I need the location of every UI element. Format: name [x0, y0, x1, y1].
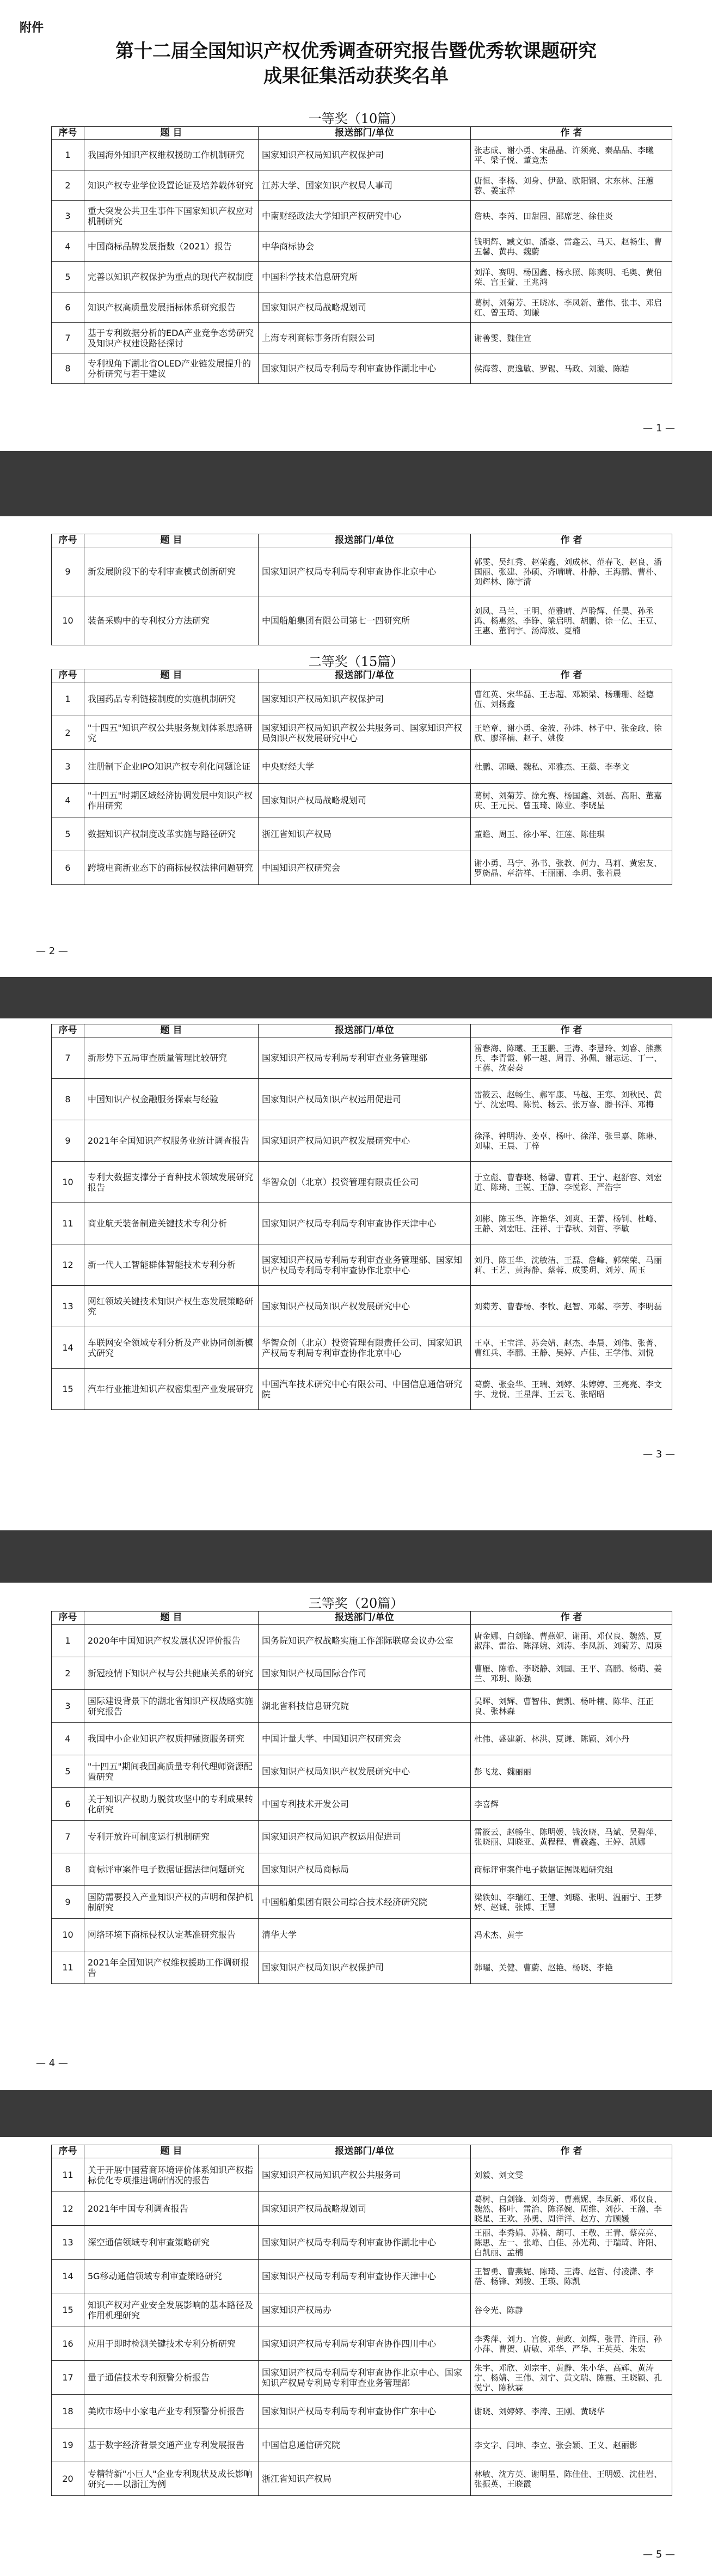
cell-authors: 吴晖、刘辉、曹智伟、黄凯、杨叶楠、陈华、汪正良、张林森 — [471, 1690, 672, 1723]
table-row — [52, 2327, 672, 2361]
col-org: 报送部门/单位 — [259, 1611, 471, 1625]
cell-title: 关于开展中国营商环境评价体系知识产权指标优化专项推进调研情况的报告 — [84, 2158, 259, 2192]
cell-no: 2 — [52, 170, 84, 201]
table-row — [52, 2428, 672, 2462]
cell-no: 7 — [52, 1037, 84, 1079]
cell-no: 4 — [52, 784, 84, 817]
cell-no: 5 — [52, 262, 84, 292]
cell-org: 中南财经政法大学知识产权研究中心 — [259, 201, 471, 231]
cell-org: 国务院知识产权战略实施工作部际联席会议办公室 — [259, 1625, 471, 1657]
cell-title: 2021年中国专利调查报告 — [84, 2192, 259, 2226]
cell-title: 中国知识产权金融服务探索与经验 — [84, 1079, 259, 1120]
cell-authors: 谢晓、刘婷婷、李涛、王刚、黄晓华 — [471, 2395, 672, 2428]
cell-org: 中国计量大学、中国知识产权研究会 — [259, 1723, 471, 1755]
cell-org: 国家知识产权局专利局专利审查协作北京中心 — [259, 547, 471, 596]
cell-no: 15 — [52, 2293, 84, 2327]
table-row — [52, 2260, 672, 2293]
cell-org: 国家知识产权局知识产权公共服务司 — [259, 2158, 471, 2192]
table-row — [52, 1853, 672, 1886]
cell-org: 中国专利技术开发公司 — [259, 1788, 471, 1821]
table-row — [52, 1657, 672, 1690]
table-row — [52, 596, 672, 645]
table-row — [52, 201, 672, 231]
cell-no: 6 — [52, 1788, 84, 1821]
col-title: 题 目 — [84, 1024, 259, 1037]
page-separator — [0, 2090, 712, 2137]
page-number-2: — 2 — — [36, 945, 68, 957]
cell-authors: 钱明辉、臧文如、潘豪、雷鑫云、马天、赵畅生、曹五馨、黄冉、魏蔚 — [471, 231, 672, 262]
cell-title: 网络环境下商标侵权认定基准研究报告 — [84, 1919, 259, 1951]
table-third-prize-continued — [51, 2145, 672, 2496]
table-row — [52, 262, 672, 292]
cell-org: 国家知识产权局知识产权发展研究中心 — [259, 1120, 471, 1162]
cell-authors: 韩曜、关健、曹蔚、赵艳、杨晓、李艳 — [471, 1951, 672, 1984]
cell-no: 14 — [52, 2260, 84, 2293]
cell-no: 13 — [52, 1286, 84, 1327]
cell-authors: 徐泽、钟明涛、姜卓、杨叶、徐洋、张呈嘉、陈琳、刘啸、王晨、丁梓 — [471, 1120, 672, 1162]
table-row — [52, 1327, 672, 1369]
table-row — [52, 231, 672, 262]
cell-no: 4 — [52, 1723, 84, 1755]
cell-title: 新一代人工智能群体智能技术专利分析 — [84, 1244, 259, 1286]
cell-org: 清华大学 — [259, 1919, 471, 1951]
table-row — [52, 1244, 672, 1286]
cell-no: 7 — [52, 323, 84, 353]
cell-no: 8 — [52, 1853, 84, 1886]
table-row — [52, 1951, 672, 1984]
cell-no: 9 — [52, 1120, 84, 1162]
cell-title: 基于数字经济背景交通产业专利发展报告 — [84, 2428, 259, 2462]
cell-no: 6 — [52, 851, 84, 885]
cell-no: 9 — [52, 1886, 84, 1919]
cell-org: 国家知识产权局知识产权保护司 — [259, 682, 471, 716]
page-separator — [0, 451, 712, 516]
cell-title: 国防需要投入产业知识产权的声明和保护机制研究 — [84, 1886, 259, 1919]
cell-authors: 张志成、谢小勇、宋晶晶、许须亮、秦品品、李曦平、梁子悦、董竞杰 — [471, 140, 672, 170]
cell-org: 国家知识产权局战略规划司 — [259, 784, 471, 817]
cell-authors: 梁轶如、李瑞红、王健、刘璐、张明、温丽宁、王梦婷、赵诚、张博、王慧 — [471, 1886, 672, 1919]
cell-no: 11 — [52, 1203, 84, 1244]
cell-authors: 葛蔚、张金华、王瑞、刘婷、朱婷婷、王亮亮、李文宇、龙悦、王星萍、王云飞、张昭昭 — [471, 1369, 672, 1410]
cell-title: 知识产权高质量发展指标体系研究报告 — [84, 292, 259, 323]
table-row — [52, 2226, 672, 2260]
table-row — [52, 1788, 672, 1821]
cell-no: 4 — [52, 231, 84, 262]
cell-no: 15 — [52, 1369, 84, 1410]
cell-org: 国家知识产权局知识产权公共服务司、国家知识产权局知识产权发展研究中心 — [259, 716, 471, 750]
col-org: 报送部门/单位 — [259, 669, 471, 682]
col-title: 题 目 — [84, 669, 259, 682]
table-row — [52, 170, 672, 201]
table-row — [52, 1037, 672, 1079]
cell-no: 16 — [52, 2327, 84, 2361]
cell-title: 专利开放许可制度运行机制研究 — [84, 1821, 259, 1853]
col-title: 题 目 — [84, 127, 259, 140]
page-number-3: — 3 — — [643, 1449, 675, 1460]
cell-authors: 刘菊芳、曹春杨、李牧、赵智、邓粼、李芳、李明磊 — [471, 1286, 672, 1327]
cell-title: 我国海外知识产权维权援助工作机制研究 — [84, 140, 259, 170]
cell-org: 湖北省科技信息研究院 — [259, 1690, 471, 1723]
col-authors: 作 者 — [471, 534, 672, 547]
cell-no: 18 — [52, 2395, 84, 2428]
cell-no: 8 — [52, 1079, 84, 1120]
cell-org: 国家知识产权局知识产权保护司 — [259, 1951, 471, 1984]
cell-org: 国家知识产权局专利局专利审查业务管理部 — [259, 1037, 471, 1079]
table-first-prize — [51, 126, 672, 384]
cell-title: 专利视角下湖北省OLED产业链发展提升的分析研究与若干建议 — [84, 353, 259, 384]
cell-no: 3 — [52, 201, 84, 231]
table-row — [52, 716, 672, 750]
cell-authors: 唐恒、李杨、刘身、伊盈、欧阳钢、宋东林、汪蕙蓉、姜宝萍 — [471, 170, 672, 201]
document-title-line-2: 成果征集活动获奖名单 — [263, 65, 449, 87]
cell-org: 国家知识产权局国际合作司 — [259, 1657, 471, 1690]
cell-authors: 王丽、李秀娟、苏楠、胡可、王敬、王青、蔡亮亮、陈思、左一、张峰、白佳、孙光莉、于瑞琦、许阳、白凯丽、孟楠 — [471, 2226, 672, 2260]
cell-authors: 詹映、李芮、田甜园、邵席芝、徐佳炎 — [471, 201, 672, 231]
cell-authors: 林敏、沈方英、谢明星、陈佳佳、王明媛、沈佳岩、张振英、王晓霞 — [471, 2462, 672, 2496]
table-second-prize — [51, 669, 672, 885]
award-heading-second: 二等奖（15篇） — [308, 654, 404, 669]
col-no: 序号 — [52, 127, 84, 140]
cell-org: 国家知识产权局专利局专利审查业务管理部、国家知识产权局专利局专利审查协作北京中心 — [259, 1244, 471, 1286]
cell-title: 我国药品专利链接制度的实施机制研究 — [84, 682, 259, 716]
cell-title: 2021年全国知识产权服务业统计调查报告 — [84, 1120, 259, 1162]
table-row — [52, 140, 672, 170]
cell-no: 8 — [52, 353, 84, 384]
table-row — [52, 292, 672, 323]
table-row — [52, 1286, 672, 1327]
cell-authors: 刘毅、刘文雯 — [471, 2158, 672, 2192]
table-row — [52, 1162, 672, 1203]
cell-org: 国家知识产权局办 — [259, 2293, 471, 2327]
table-row — [52, 682, 672, 716]
cell-title: 汽车行业推进知识产权密集型产业发展研究 — [84, 1369, 259, 1410]
cell-org: 中国科学技术信息研究所 — [259, 262, 471, 292]
cell-authors: 谢小勇、马宁、孙书、张教、何力、马莉、黄宏友、罗旖晶、章浩祥、王丽丽、李玥、张若晨 — [471, 851, 672, 885]
award-heading-third: 三等奖（20篇） — [308, 1596, 404, 1611]
cell-org: 华智众创（北京）投资管理有限责任公司 — [259, 1162, 471, 1203]
cell-authors: 杜鹏、郭曦、魏私、邓雅杰、王薇、李孝文 — [471, 750, 672, 784]
cell-no: 9 — [52, 547, 84, 596]
cell-org: 中国汽车技术研究中心有限公司、中国信息通信研究院 — [259, 1369, 471, 1410]
cell-no: 6 — [52, 292, 84, 323]
cell-title: 专利大数据支撑分子育种技术领域发展研究报告 — [84, 1162, 259, 1203]
col-authors: 作 者 — [471, 1611, 672, 1625]
cell-authors: 侯海蓉、贾逸敏、罗锡、马政、刘璇、陈皓 — [471, 353, 672, 384]
cell-authors: 李文字、闫坤、李立、张会颖、王义、赵丽影 — [471, 2428, 672, 2462]
table-row — [52, 2158, 672, 2192]
cell-authors: 刘凤、马兰、王明、范雅晴、芦聆辉、任昊、孙丞鸿、杨惠然、李铮、梁启明、胡鹏、徐一亿、王豆、王惠、董润宇、汤海波、夏楠 — [471, 596, 672, 645]
cell-title: 网红领域关键技术知识产权生态发展策略研究 — [84, 1286, 259, 1327]
cell-no: 11 — [52, 1951, 84, 1984]
cell-authors: 杜伟、盛建新、林洪、夏谦、陈颖、刘小丹 — [471, 1723, 672, 1755]
cell-title: 注册制下企业IPO知识产权专利化问题论证 — [84, 750, 259, 784]
cell-no: 1 — [52, 140, 84, 170]
col-no: 序号 — [52, 2145, 84, 2158]
cell-no: 14 — [52, 1327, 84, 1369]
table-row — [52, 2395, 672, 2428]
cell-org: 华智众创（北京）投资管理有限责任公司、国家知识产权局专利局专利审查协作北京中心 — [259, 1327, 471, 1369]
cell-no: 3 — [52, 1690, 84, 1723]
cell-no: 2 — [52, 716, 84, 750]
col-title: 题 目 — [84, 534, 259, 547]
cell-authors: 王卓、王宝洋、苏会婧、赵杰、李晨、刘伟、张菁、曹红兵、李鹏、王静、吴婷、卢佳、王学伟、刘悦 — [471, 1327, 672, 1369]
page-number-5: — 5 — — [643, 2549, 675, 2560]
cell-title: 完善以知识产权保护为重点的现代产权制度 — [84, 262, 259, 292]
cell-no: 10 — [52, 596, 84, 645]
cell-authors: 李秀萍、刘力、宫俊、黄政、刘辉、张青、许丽、孙小萍、曹贺、唐敏、邓华、严华、王英英、朱宏 — [471, 2327, 672, 2361]
cell-authors: 雷筱云、赵畅生、郝军康、马越、王寒、刘秋民、黄宁、沈宏鸣、陈悦、杨云、张万睿、滕书洋、邓梅 — [471, 1079, 672, 1120]
cell-authors: 刘丹、陈玉华、沈敏洁、王磊、詹峰、郭荣荣、马丽莉、王艺、黄海静、蔡蓉、成雯玥、刘芳、周玉 — [471, 1244, 672, 1286]
cell-org: 国家知识产权局战略规划司 — [259, 2192, 471, 2226]
cell-title: 2021年全国知识产权维权援助工作调研报告 — [84, 1951, 259, 1984]
cell-org: 国家知识产权局专利局专利审查协作天津中心 — [259, 2260, 471, 2293]
cell-title: 数据知识产权制度改革实施与路径研究 — [84, 817, 259, 851]
table-row — [52, 1120, 672, 1162]
table-row — [52, 353, 672, 384]
cell-no: 7 — [52, 1821, 84, 1853]
cell-authors: 冯术杰、黄宇 — [471, 1919, 672, 1951]
cell-org: 中国信息通信研究院 — [259, 2428, 471, 2462]
cell-title: 专精特新"小巨人"企业专利现状及成长影响研究——以浙江为例 — [84, 2462, 259, 2496]
table-row — [52, 1755, 672, 1788]
table-second-prize-continued — [51, 1024, 672, 1410]
cell-title: 装备采购中的专利权分方法研究 — [84, 596, 259, 645]
table-row — [52, 750, 672, 784]
table-row — [52, 1625, 672, 1657]
cell-title: 新发展阶段下的专利审查模式创新研究 — [84, 547, 259, 596]
cell-title: 基于专利数据分析的EDA产业竞争态势研究及知识产权建设路径探讨 — [84, 323, 259, 353]
cell-title: 2020年中国知识产权发展状况评价报告 — [84, 1625, 259, 1657]
table-row — [52, 851, 672, 885]
cell-authors: 刘洋、赛明、杨国鑫、杨永照、陈爽明、毛奥、黄伯荣、宫玉萱、王兆鸿 — [471, 262, 672, 292]
cell-no: 17 — [52, 2361, 84, 2395]
table-row — [52, 2462, 672, 2496]
cell-org: 浙江省知识产权局 — [259, 817, 471, 851]
cell-title: 深空通信领域专利审查策略研究 — [84, 2226, 259, 2260]
table-row — [52, 1079, 672, 1120]
cell-authors: 郭雯、吴红秀、赵荣鑫、刘成林、范春飞、赵良、潘国丽、张建、孙硕、齐晴晴、朴静、王海鹏、曹朴、刘辉林、陈宇清 — [471, 547, 672, 596]
cell-title: 美欧市场中小家电产业专利预警分析报告 — [84, 2395, 259, 2428]
document-title-line-1: 第十二届全国知识产权优秀调查研究报告暨优秀软课题研究 — [115, 40, 597, 62]
cell-no: 12 — [52, 2192, 84, 2226]
cell-org: 中国知识产权研究会 — [259, 851, 471, 885]
table-first-prize-continued — [51, 534, 672, 645]
cell-org: 国家知识产权局专利局专利审查协作北京中心、国家知识产权局专利局专利审查业务管理部 — [259, 2361, 471, 2395]
cell-authors: 曹红英、宋华磊、王志超、邓颖梁、杨珊珊、经德伍、刘扬鑫 — [471, 682, 672, 716]
table-row — [52, 2361, 672, 2395]
cell-title: 新形势下五局审查质量管理比较研究 — [84, 1037, 259, 1079]
cell-authors: 王智勇、曹燕妮、陈琦、王涛、赵哲、付凌潇、李蓓、杨锋、刘骏、王瑛、陈凯 — [471, 2260, 672, 2293]
cell-org: 国家知识产权局战略规划司 — [259, 292, 471, 323]
cell-no: 1 — [52, 1625, 84, 1657]
table-row — [52, 1821, 672, 1853]
award-heading-first: 一等奖（10篇） — [308, 111, 404, 126]
cell-authors: 于立彪、曹春晓、杨馨、曹莉、王宁、赵舒容、刘宏道、陈琦、王锐、王静、李悦彩、严浩宇 — [471, 1162, 672, 1203]
cell-title: 商业航天装备制造关键技术专利分析 — [84, 1203, 259, 1244]
col-no: 序号 — [52, 1611, 84, 1625]
col-no: 序号 — [52, 669, 84, 682]
cell-authors: 董瞻、周玉、徐小军、汪莲、陈佳琪 — [471, 817, 672, 851]
col-title: 题 目 — [84, 2145, 259, 2158]
cell-org: 上海专利商标事务所有限公司 — [259, 323, 471, 353]
cell-title: 重大突发公共卫生事件下国家知识产权应对机制研究 — [84, 201, 259, 231]
cell-title: 车联网安全领域专利分析及产业协同创新模式研究 — [84, 1327, 259, 1369]
cell-org: 国家知识产权局专利局专利审查协作湖北中心 — [259, 2226, 471, 2260]
cell-no: 10 — [52, 1919, 84, 1951]
cell-title: "十四五"时期区域经济协调发展中知识产权作用研究 — [84, 784, 259, 817]
table-row — [52, 1919, 672, 1951]
cell-authors: 葛树、白剑锋、刘菊芳、曹燕妮、李凤新、邓仅良、魏然、杨叶、雷治、陈泽婉、周维、刘莎、王瀚、李晓星、王欢、孙勇、周洋洋、赵方、方顾媛 — [471, 2192, 672, 2226]
cell-authors: 谷令光、陈静 — [471, 2293, 672, 2327]
cell-authors: 王培章、谢小勇、金波、孙炜、林子中、张金政、徐欣、廖泽楠、赵子、姚俊 — [471, 716, 672, 750]
cell-title: 商标评审案件电子数据证据法律问题研究 — [84, 1853, 259, 1886]
cell-org: 国家知识产权局专利局专利审查协作广东中心 — [259, 2395, 471, 2428]
cell-org: 中国船舶集团有限公司综合技术经济研究院 — [259, 1886, 471, 1919]
cell-org: 国家知识产权局知识产权保护司 — [259, 140, 471, 170]
cell-authors: 李喜辉 — [471, 1788, 672, 1821]
cell-authors: 彭飞龙、魏丽丽 — [471, 1755, 672, 1788]
cell-title: 新冠疫情下知识产权与公共健康关系的研究 — [84, 1657, 259, 1690]
cell-title: 中国商标品牌发展指数（2021）报告 — [84, 231, 259, 262]
cell-no: 1 — [52, 682, 84, 716]
cell-title: 跨境电商新业态下的商标侵权法律问题研究 — [84, 851, 259, 885]
col-title: 题 目 — [84, 1611, 259, 1625]
cell-org: 中国船舶集团有限公司第七一四研究所 — [259, 596, 471, 645]
page-separator — [0, 1530, 712, 1583]
table-row — [52, 2293, 672, 2327]
cell-title: 知识产权专业学位设置论证及培养载体研究 — [84, 170, 259, 201]
cell-title: 量子通信技术专利预警分析报告 — [84, 2361, 259, 2395]
col-authors: 作 者 — [471, 1024, 672, 1037]
table-row — [52, 784, 672, 817]
cell-authors: 曹雁、陈希、李晓静、刘国、王平、高鹏、杨萌、姜兰、邓玥、陈强 — [471, 1657, 672, 1690]
cell-no: 11 — [52, 2158, 84, 2192]
cell-org: 国家知识产权局商标局 — [259, 1853, 471, 1886]
cell-org: 中华商标协会 — [259, 231, 471, 262]
col-org: 报送部门/单位 — [259, 2145, 471, 2158]
cell-authors: 雷春海、陈曦、王玉鹏、王涛、李慧玲、刘睿、熊燕兵、李青霞、郭一越、周青、孙佩、谢志远、丁一、王蓓、沈秦秦 — [471, 1037, 672, 1079]
cell-no: 5 — [52, 817, 84, 851]
cell-org: 国家知识产权局知识产权发展研究中心 — [259, 1286, 471, 1327]
table-row — [52, 1369, 672, 1410]
cell-title: 国际建设背景下的湖北省知识产权战略实施研究报告 — [84, 1690, 259, 1723]
cell-org: 国家知识产权局知识产权运用促进司 — [259, 1079, 471, 1120]
cell-title: "十四五"期间我国高质量专利代理师资源配置研究 — [84, 1755, 259, 1788]
col-authors: 作 者 — [471, 2145, 672, 2158]
table-row — [52, 547, 672, 596]
col-org: 报送部门/单位 — [259, 534, 471, 547]
cell-authors: 刘彬、陈玉华、许艳华、刘爽、王蕾、杨钊、杜峰、王静、刘宏旺、汪祥、于春秋、刘哲、李敏 — [471, 1203, 672, 1244]
cell-authors: 葛树、刘菊芳、王晓冰、李凤新、董伟、张丰、邓启红、曾玉琦、刘谦 — [471, 292, 672, 323]
cell-title: 知识产权对产业安全发展影响的基本路径及作用机理研究 — [84, 2293, 259, 2327]
cell-authors: 朱宇、邓欣、刘宗宇、黄静、朱小华、高辉、黄涛宁、杨婧、王伟、刘宁、黄文瑞、陈霞、王晓颖、孔悦宁、陈秋霖 — [471, 2361, 672, 2395]
cell-title: 应用于即时检测关键技术专利分析研究 — [84, 2327, 259, 2361]
cell-title: 5G移动通信领域专利审查策略研究 — [84, 2260, 259, 2293]
col-authors: 作 者 — [471, 127, 672, 140]
cell-no: 12 — [52, 1244, 84, 1286]
cell-no: 13 — [52, 2226, 84, 2260]
col-no: 序号 — [52, 534, 84, 547]
cell-no: 19 — [52, 2428, 84, 2462]
table-row — [52, 1690, 672, 1723]
cell-title: 关于知识产权助力脱贫攻坚中的专利成果转化研究 — [84, 1788, 259, 1821]
table-row — [52, 323, 672, 353]
page-separator — [0, 977, 712, 1018]
cell-org: 国家知识产权局专利局专利审查协作湖北中心 — [259, 353, 471, 384]
table-row — [52, 1203, 672, 1244]
cell-authors: 雷筱云、赵畅生、陈明媛、钱汝晓、马斌、吴碧萍、张晓丽、周晓亚、黄程程、曹羲鑫、王婷、凯娜 — [471, 1821, 672, 1853]
table-row — [52, 817, 672, 851]
cell-org: 国家知识产权局专利局专利审查协作四川中心 — [259, 2327, 471, 2361]
cell-title: "十四五"知识产权公共服务规划体系思路研究 — [84, 716, 259, 750]
cell-org: 国家知识产权局知识产权运用促进司 — [259, 1821, 471, 1853]
cell-org: 江苏大学、国家知识产权局人事司 — [259, 170, 471, 201]
cell-org: 中央财经大学 — [259, 750, 471, 784]
cell-no: 3 — [52, 750, 84, 784]
cell-title: 我国中小企业知识产权质押融资服务研究 — [84, 1723, 259, 1755]
col-org: 报送部门/单位 — [259, 1024, 471, 1037]
cell-org: 国家知识产权局专利局专利审查协作天津中心 — [259, 1203, 471, 1244]
table-row — [52, 2192, 672, 2226]
page-number-1: — 1 — — [643, 423, 675, 434]
page-number-4: — 4 — — [36, 2058, 68, 2069]
col-no: 序号 — [52, 1024, 84, 1037]
col-authors: 作 者 — [471, 669, 672, 682]
cell-authors: 谢善雯、魏佳宣 — [471, 323, 672, 353]
cell-no: 2 — [52, 1657, 84, 1690]
col-org: 报送部门/单位 — [259, 127, 471, 140]
cell-org: 浙江省知识产权局 — [259, 2462, 471, 2496]
table-row — [52, 1886, 672, 1919]
table-row — [52, 1723, 672, 1755]
cell-org: 国家知识产权局知识产权发展研究中心 — [259, 1755, 471, 1788]
cell-authors: 商标评审案件电子数据证据课题研究组 — [471, 1853, 672, 1886]
cell-no: 10 — [52, 1162, 84, 1203]
cell-no: 20 — [52, 2462, 84, 2496]
cell-authors: 唐金娜、白剑锋、曹燕妮、谢雨、邓仅良、魏然、夏淑萍、雷治、陈泽婉、刘涛、李凤新、刘菊芳、周瑛 — [471, 1625, 672, 1657]
cell-authors: 葛树、刘菊芳、徐允赛、杨国鑫、刘磊、高阳、董嘉庆、王元民、曾玉琦、陈业、李晓星 — [471, 784, 672, 817]
cell-no: 5 — [52, 1755, 84, 1788]
attachment-label: 附件 — [20, 21, 44, 35]
table-third-prize — [51, 1611, 672, 1984]
